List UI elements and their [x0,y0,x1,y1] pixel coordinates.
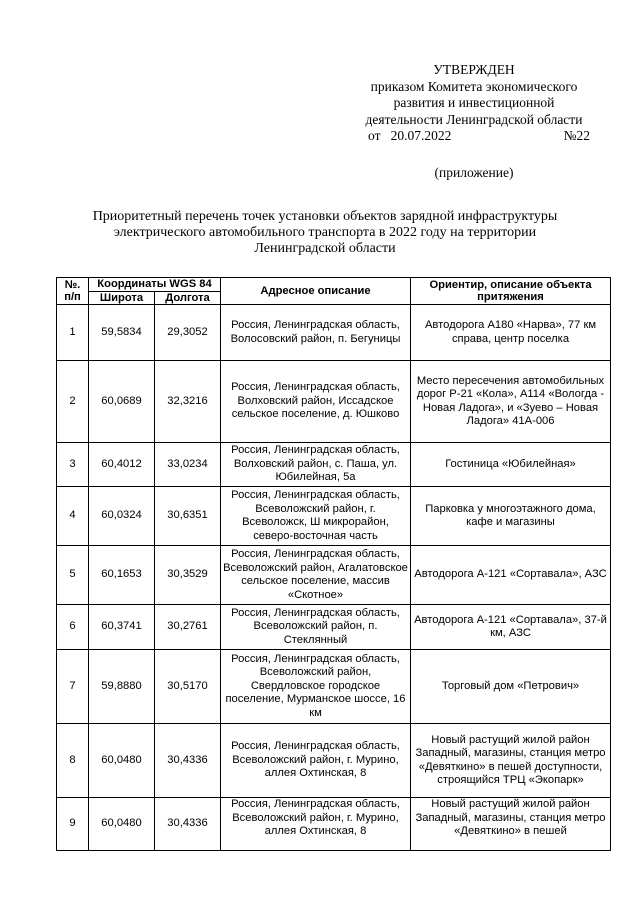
cell-num: 7 [57,650,89,724]
cell-lat: 59,8880 [89,650,155,724]
table-row [57,798,611,851]
table-row [57,724,611,798]
cell-num: 3 [57,443,89,487]
header-lat: Широта [89,291,155,305]
cell-num: 5 [57,546,89,605]
cell-lon: 30,2761 [155,605,221,650]
cell-lon: 30,4336 [155,724,221,798]
table-row [57,605,611,650]
cell-landmark: Парковка у многоэтажного дома, кафе и магазины [411,487,611,546]
table-row [57,305,611,361]
appendix-label: (приложение) [434,164,514,180]
cell-lon: 29,3052 [155,305,221,361]
cell-num: 2 [57,361,89,443]
header-num: №. п/п [57,278,89,305]
approval-block [340,62,608,181]
cell-num: 8 [57,724,89,798]
cell-landmark: Гостиница «Юбилейная» [411,443,611,487]
cell-address: Россия, Ленинградская область, Всеволожский район, г. Всеволожск, Ш микрорайон, северо-восточная часть [221,487,411,546]
approval-heading: УТВЕРЖДЕН [433,62,515,77]
header-landmark: Ориентир, описание объекта притяжения [411,278,611,305]
cell-landmark: Торговый дом «Петрович» [411,650,611,724]
cell-lat: 60,3741 [89,605,155,650]
cell-lon: 30,4336 [155,798,221,851]
cell-address: Россия, Ленинградская область, Всеволожский район, г. Мурино, аллея Охтинская, 8 [221,798,411,851]
approval-order-line: деятельности Ленинградской области [365,111,583,127]
cell-address: Россия, Ленинградская область, Всеволожский район, г. Мурино, аллея Охтинская, 8 [221,724,411,798]
cell-num: 4 [57,487,89,546]
cell-lat: 60,1653 [89,546,155,605]
cell-landmark: Место пересечения автомобильных дорог Р-21 «Кола», А114 «Вологда - Новая Ладога», и «Зуево – Новая Ладога» 41А-006 [411,361,611,443]
cell-address: Россия, Ленинградская область, Всеволожский район, Свердловское городское поселение, Мурманское шоссе, 16 км [221,650,411,724]
cell-landmark: Автодорога А-121 «Сортавала», 37-й км, АЗС [411,605,611,650]
approval-number: №22 [563,128,590,143]
table-row [57,361,611,443]
cell-landmark: Новый растущий жилой район Западный, магазины, станция метро «Девяткино» в пешей доступности, строящийся ТРЦ «Экопарк» [411,724,611,798]
cell-lat: 59,5834 [89,305,155,361]
cell-landmark: Автодорога А-121 «Сортавала», АЗС [411,546,611,605]
cell-num: 6 [57,605,89,650]
document-title: Приоритетный перечень точек установки объектов зарядной инфраструктуры электрического автомобильного транспорта в 2022 году на территории Ленинградской области [92,209,558,256]
header-lon: Долгота [155,291,221,305]
cell-address: Россия, Ленинградская область, Всеволожский район, п. Стеклянный [221,605,411,650]
cell-address: Россия, Ленинградская область, Волосовский район, п. Бегуницы [221,305,411,361]
cell-lon: 33,0234 [155,443,221,487]
cell-address: Россия, Ленинградская область, Всеволожский район, Агалатовское сельское поселение, массив «Скотное» [221,546,411,605]
cell-landmark: Новый растущий жилой район Западный, магазины, станция метро «Девяткино» в пешей [411,798,611,851]
approval-date-line [340,128,608,145]
cell-landmark: Автодорога А180 «Нарва», 77 км справа, центр поселка [411,305,611,361]
table-row [57,650,611,724]
charging-points-table [56,277,611,851]
cell-lat: 60,0480 [89,798,155,851]
cell-num: 1 [57,305,89,361]
approval-order-line: приказом Комитета экономического [370,78,578,94]
cell-address: Россия, Ленинградская область, Волховский район, с. Паша, ул. Юбилейная, 5а [221,443,411,487]
table-row [57,487,611,546]
cell-num: 9 [57,798,89,851]
cell-lon: 30,5170 [155,650,221,724]
header-address: Адресное описание [221,278,411,305]
cell-address: Россия, Ленинградская область, Волховский район, Иссадское сельское поселение, д. Юшково [221,361,411,443]
table-row [57,443,611,487]
cell-lat: 60,0480 [89,724,155,798]
cell-lon: 30,6351 [155,487,221,546]
cell-lat: 60,0324 [89,487,155,546]
cell-lon: 30,3529 [155,546,221,605]
header-coords: Координаты WGS 84 [89,278,221,292]
table-row [57,546,611,605]
cell-lat: 60,0689 [89,361,155,443]
cell-lat: 60,4012 [89,443,155,487]
approval-date: от 20.07.2022 [368,128,452,143]
approval-order-line: развития и инвестиционной [393,95,555,110]
cell-lon: 32,3216 [155,361,221,443]
